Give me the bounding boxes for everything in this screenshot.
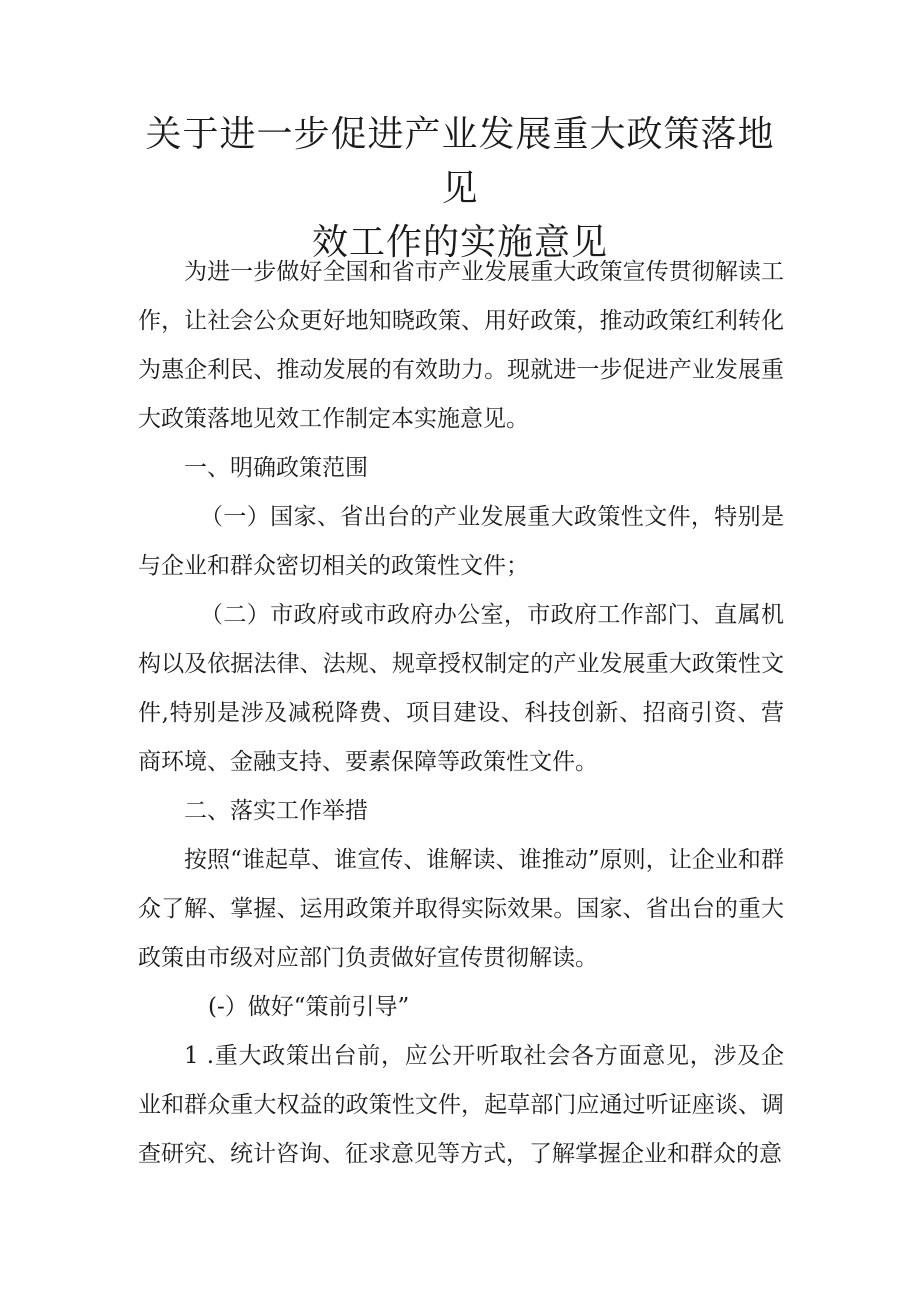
list-item-2: （二）市政府或市政府办公室，市政府工作部门、直属机构以及依据法律、法规、规章授权制定的产业发展重大政策性文件,特别是涉及减税降费、项目建设、科技创新、招商引资、营商环境、金融支持、要素保障等政策性文件。	[138, 602, 784, 775]
subsection-heading-1: (-）做好“策前引导”	[208, 994, 410, 1020]
section-heading-1: 一、明确政策范围	[184, 455, 368, 481]
title-line-2: 效工作的实施意见	[311, 222, 608, 263]
list-item-1: （一）国家、省出台的产业发展重大政策性文件，特别是与企业和群众密切相关的政策性文件；	[138, 504, 784, 579]
document-body	[138, 248, 784, 1179]
section-heading-2: 二、落实工作举措	[184, 798, 368, 824]
intro-paragraph: 为进一步做好全国和省市产业发展重大政策宣传贯彻解读工作，让社会公众更好地知晓政策、用好政策，推动政策红利转化为惠企利民、推动发展的有效助力。现就进一步促进产业发展重大政策落地见效工作制定本实施意见。	[138, 259, 784, 432]
principle-paragraph: 按照“谁起草、谁宣传、谁解读、谁推动”原则，让企业和群众了解、掌握、运用政策并取得实际效果。国家、省出台的重大政策由市级对应部门负责做好宣传贯彻解读。	[138, 847, 784, 971]
document-title	[130, 108, 790, 270]
title-line-1: 关于进一步促进产业发展重大政策落地见	[145, 114, 775, 209]
item-1-paragraph: 1 .重大政策出台前，应公开听取社会各方面意见，涉及企业和群众重大权益的政策性文件，起草部门应通过听证座谈、调查研究、统计咨询、征求意见等方式，了解掌握企业和群众的意	[138, 1043, 784, 1167]
